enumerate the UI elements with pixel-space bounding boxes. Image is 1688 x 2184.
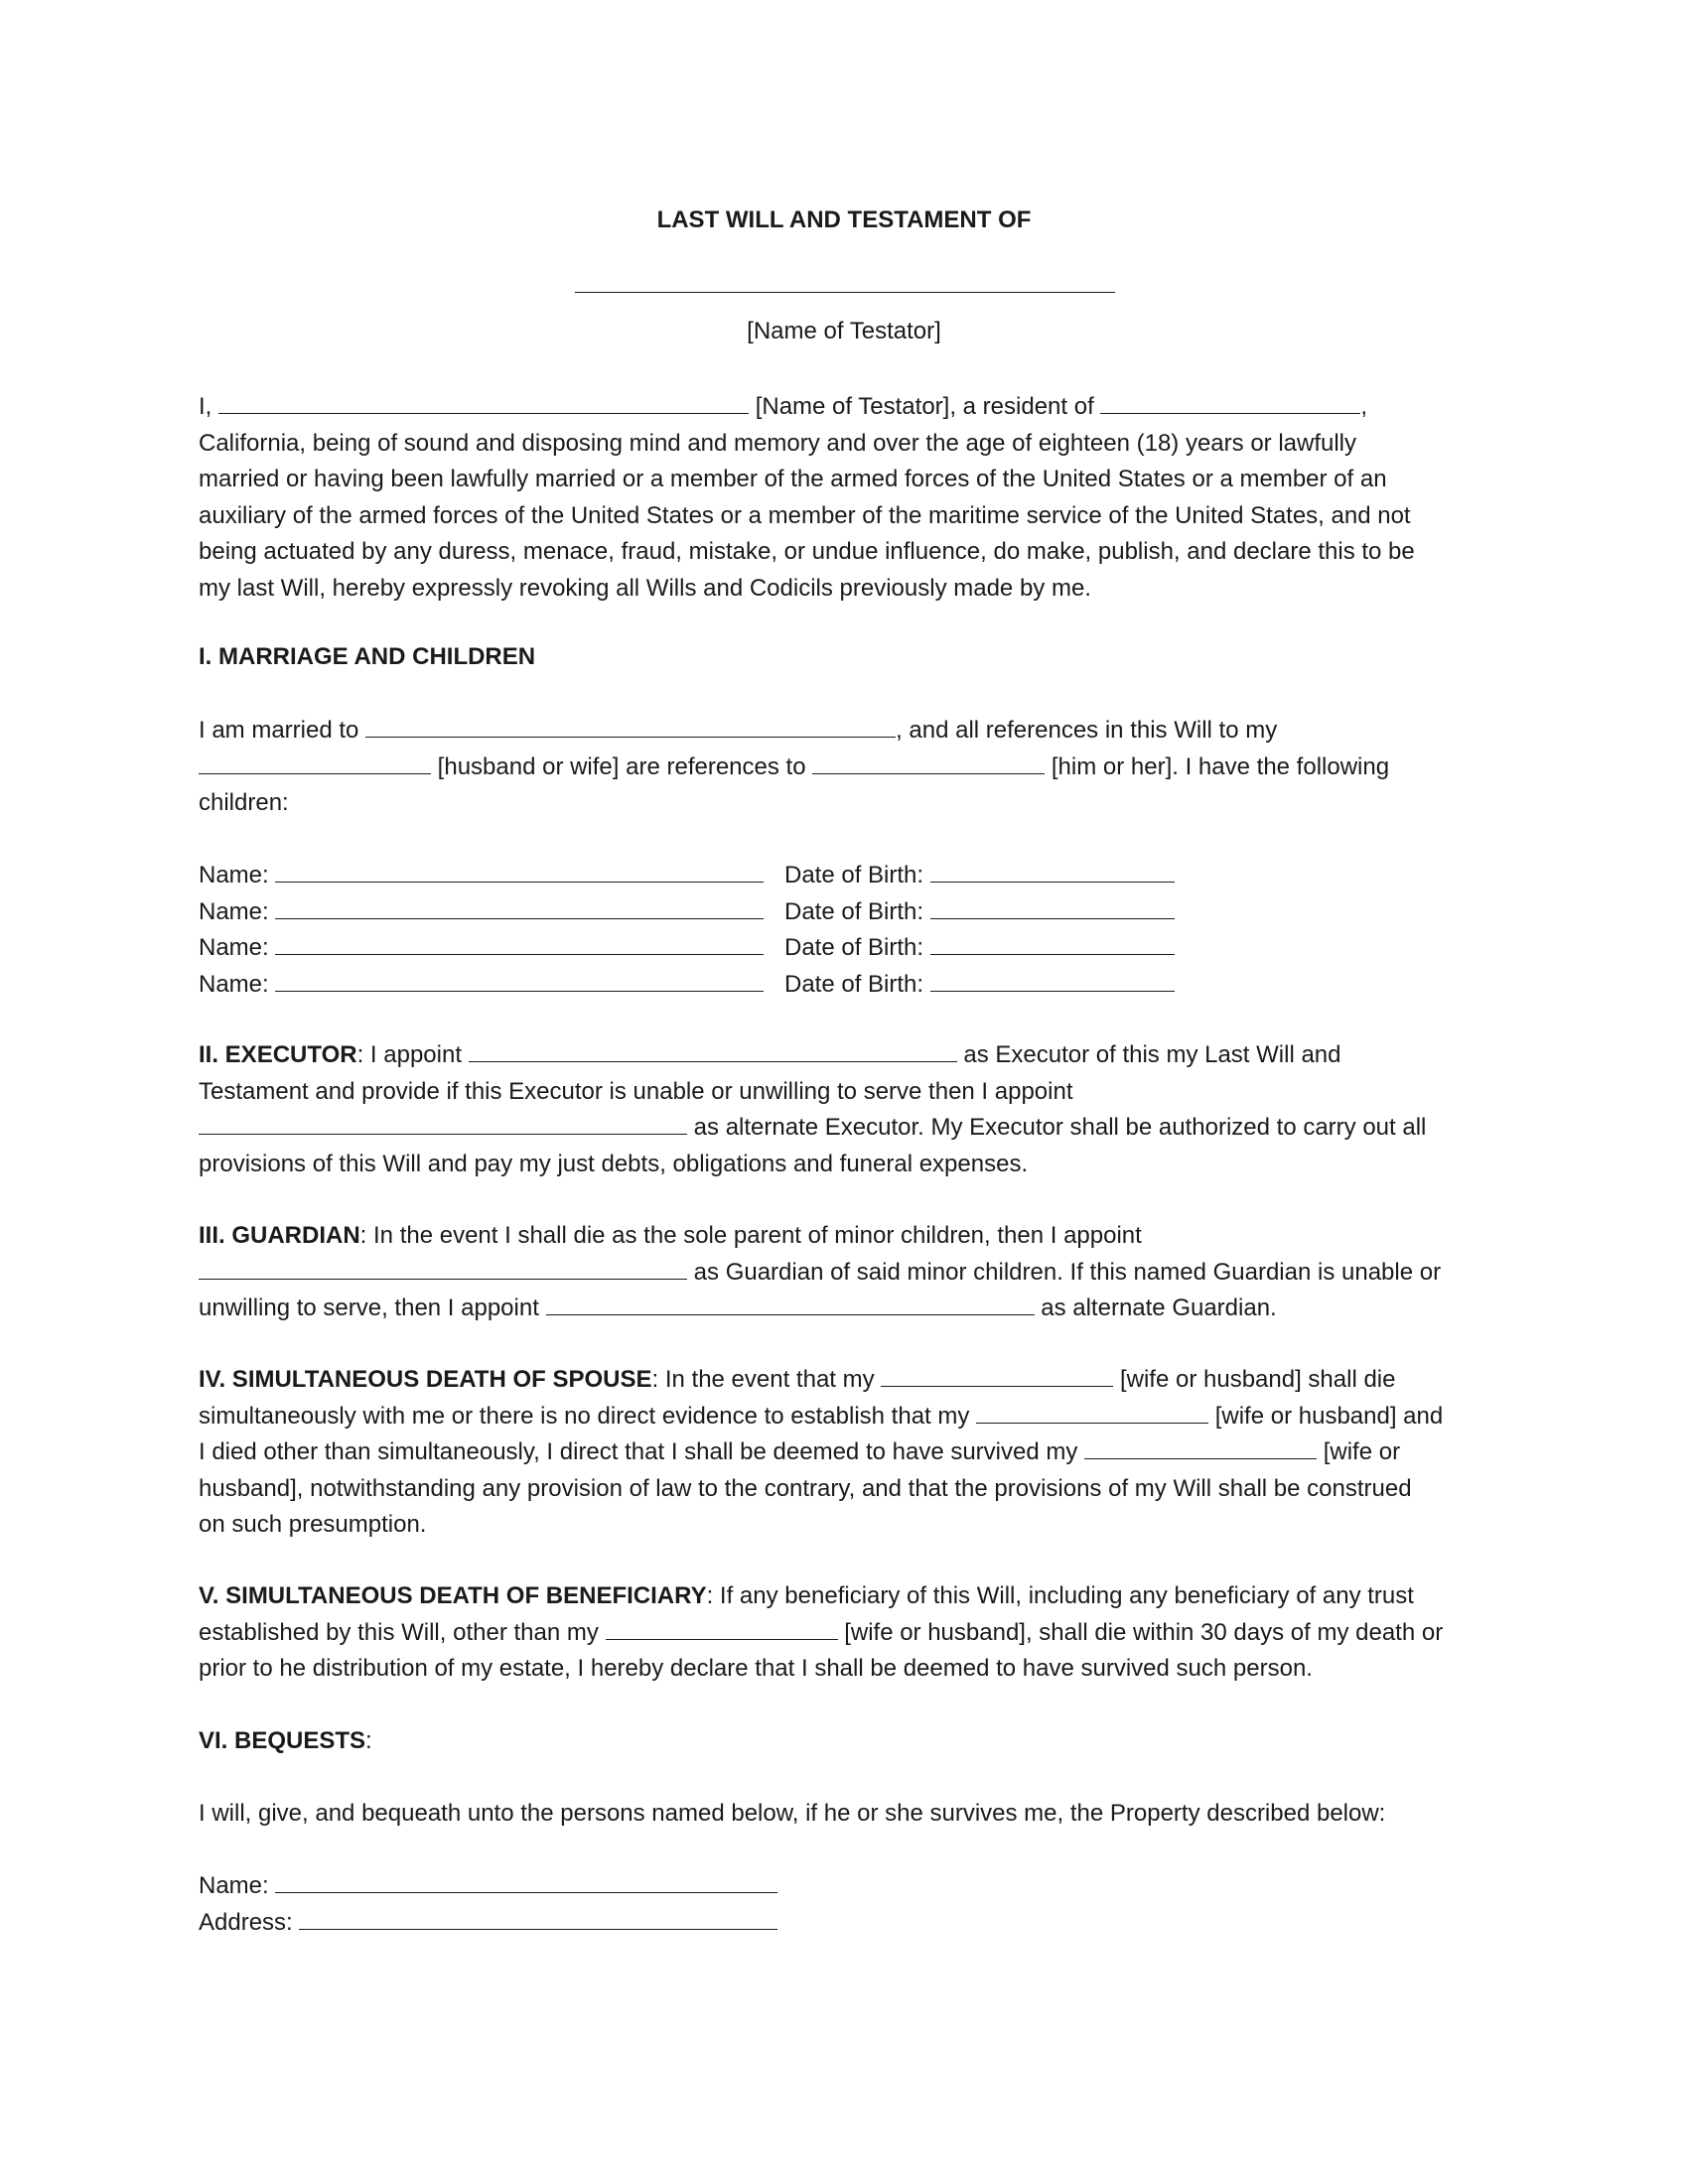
- testator-name-blank[interactable]: [575, 292, 1115, 293]
- executor-name-field[interactable]: [469, 1037, 957, 1062]
- intro-paragraph: I, [Name of Testator], a resident of , California, being of sound and disposing mind and memory and over the age of eighteen (18) years or lawfully married or having been lawfully married or a member of the armed forces of the United States or a member of an auxiliary of the armed forces of the United States or a member of the maritime service of the United States, and not being actuated by any duress, menace, fraud, mistake, or undue influence, do make, publish, and declare this to be my last Will, hereby expressly revoking all Wills and Codicils previously made by me.: [199, 389, 1499, 607]
- children-list: [199, 858, 1499, 1003]
- spouse-type-field[interactable]: [881, 1362, 1113, 1387]
- executor-heading: II. EXECUTOR: [199, 1041, 357, 1068]
- child-name-field[interactable]: [275, 858, 764, 883]
- spouse-type-field[interactable]: [976, 1399, 1208, 1424]
- spouse-type-field[interactable]: [606, 1615, 838, 1640]
- testator-caption: [Name of Testator]: [747, 318, 941, 344]
- child-name-field[interactable]: [275, 967, 764, 992]
- child-dob-field[interactable]: [930, 894, 1175, 919]
- child-dob-field[interactable]: [930, 858, 1175, 883]
- bequest-recipient: Name: Address:: [199, 1868, 1499, 1941]
- marriage-paragraph: I am married to , and all references in this Will to my [husband or wife] are references to [him or her]. I have the following children:: [199, 713, 1499, 822]
- guardian-paragraph: III. GUARDIAN: In the event I shall die as the sole parent of minor children, then I appoint as Guardian of said minor children. If this named Guardian is unable or unwilling to serve, then I appoint as alternate Guardian.: [199, 1222, 1442, 1321]
- executor-paragraph: II. EXECUTOR: I appoint as Executor of this my Last Will and Testament and provide if this Executor is unable or unwilling to serve then I appoint as alternate Executor. My Executor shall be authorized to carry out all provisions of this Will and pay my just debts, obligations and funeral expenses.: [199, 1037, 1499, 1182]
- pronoun-field[interactable]: [812, 750, 1045, 774]
- guardian-name-field[interactable]: [199, 1255, 687, 1280]
- residence-field[interactable]: [1100, 389, 1360, 414]
- beneficiary-death-heading: V. SIMULTANEOUS DEATH OF BENEFICIARY: [199, 1582, 707, 1609]
- bequests-paragraph: I will, give, and bequeath unto the persons named below, if he or she survives me, the Property described below:: [199, 1800, 1386, 1827]
- spouse-name-field[interactable]: [365, 713, 896, 738]
- alternate-executor-field[interactable]: [199, 1110, 687, 1135]
- spouse-type-field[interactable]: [1084, 1434, 1317, 1459]
- child-row: Name: Date of Birth:: [199, 967, 1499, 1004]
- bequests-section: VI. BEQUESTS:: [199, 1727, 372, 1754]
- bequest-name-field[interactable]: [275, 1868, 777, 1893]
- child-row: Name: Date of Birth:: [199, 858, 1499, 894]
- testator-name-field[interactable]: [218, 389, 749, 414]
- bequests-heading: VI. BEQUESTS: [199, 1727, 366, 1754]
- spouse-death-heading: IV. SIMULTANEOUS DEATH OF SPOUSE: [199, 1366, 652, 1393]
- beneficiary-death-paragraph: V. SIMULTANEOUS DEATH OF BENEFICIARY: If any beneficiary of this Will, including any beneficiary of any trust established by this Will, other than my [wife or husband], shall die within 30 days of my death or prior to he distribution of my estate, I hereby declare that I shall be deemed to have survived such person.: [199, 1582, 1444, 1682]
- marriage-heading: I. MARRIAGE AND CHILDREN: [199, 643, 536, 670]
- child-name-field[interactable]: [275, 894, 764, 919]
- child-name-field[interactable]: [275, 930, 764, 955]
- spouse-type-field[interactable]: [199, 750, 431, 774]
- spouse-death-paragraph: IV. SIMULTANEOUS DEATH OF SPOUSE: In the event that my [wife or husband] shall die simultaneously with me or there is no direct evidence to establish that my [wife or husband] and I died other than simultaneously, I direct that I shall be deemed to have survived my [wife or husband], notwithstanding any provision of law to the contrary, and that the provisions of my Will shall be construed on such presumption.: [199, 1362, 1499, 1544]
- child-dob-field[interactable]: [930, 930, 1175, 955]
- child-row: Name: Date of Birth:: [199, 894, 1499, 931]
- alternate-guardian-field[interactable]: [546, 1291, 1035, 1315]
- guardian-heading: III. GUARDIAN: [199, 1222, 360, 1249]
- child-row: Name: Date of Birth:: [199, 930, 1499, 967]
- document-title: LAST WILL AND TESTAMENT OF: [656, 206, 1032, 233]
- bequest-address-field[interactable]: [299, 1905, 777, 1930]
- child-dob-field[interactable]: [930, 967, 1175, 992]
